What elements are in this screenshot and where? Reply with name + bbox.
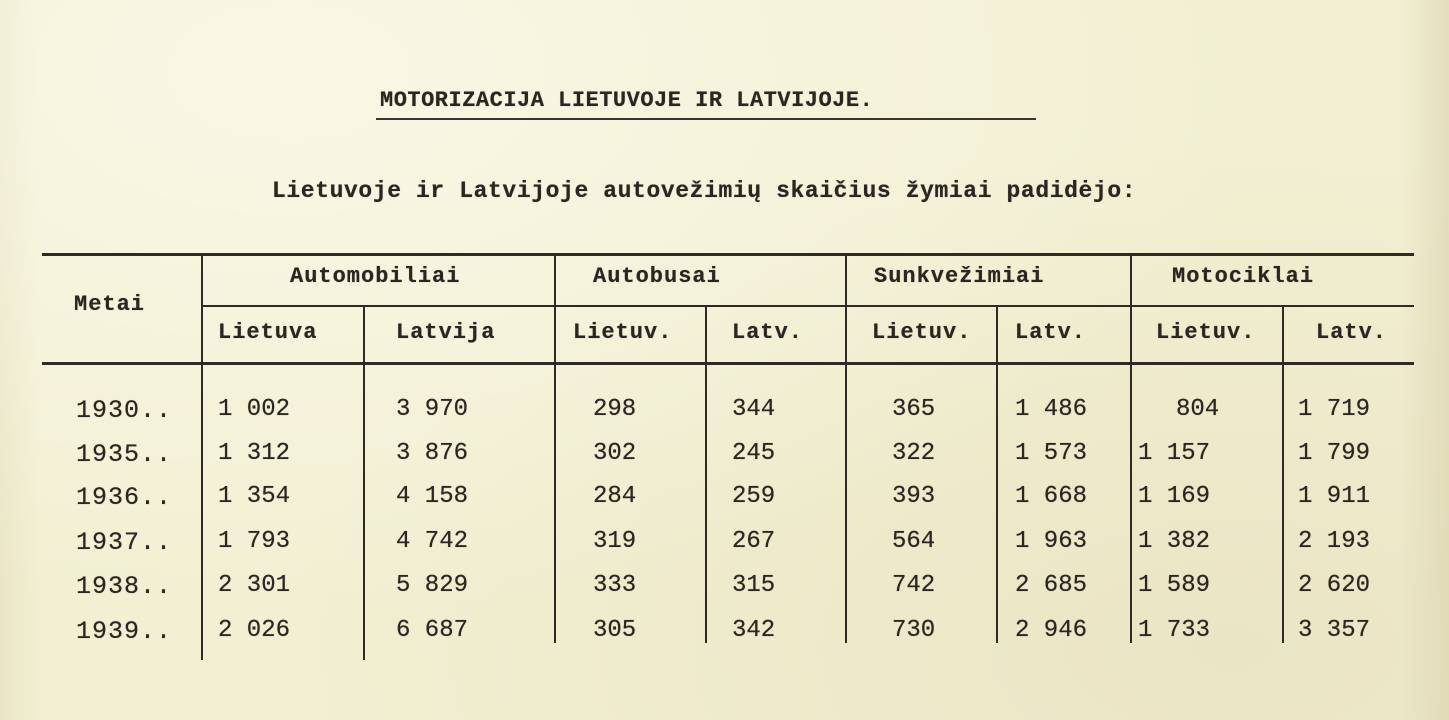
table-divider-sub-4 — [1282, 306, 1284, 643]
table-cell: 1 573 — [1015, 440, 1088, 467]
subheader-buses-lithuania: Lietuv. — [573, 320, 673, 345]
document-title: MOTORIZACIJA LIETUVOJE IR LATVIJOJE. — [380, 88, 874, 113]
table-cell: 2 685 — [1015, 572, 1088, 599]
table-divider-sub-1 — [363, 306, 365, 660]
row-year: 1935.. — [76, 440, 173, 469]
header-group-buses: Autobusai — [593, 264, 721, 289]
table-cell: 1 354 — [218, 483, 291, 510]
table-cell: 5 829 — [396, 572, 469, 599]
header-group-trucks: Sunkvežimiai — [874, 264, 1045, 289]
table-top-rule — [42, 253, 1414, 256]
table-cell: 259 — [732, 483, 776, 510]
table-cell: 1 589 — [1138, 572, 1211, 599]
header-year: Metai — [74, 292, 146, 317]
row-year: 1938.. — [76, 572, 173, 601]
table-divider-sub-3 — [996, 306, 998, 643]
subheader-trucks-lithuania: Lietuv. — [872, 320, 972, 345]
subheader-buses-latvia: Latv. — [732, 320, 804, 345]
table-cell: 2 301 — [218, 572, 291, 599]
table-group-rule — [203, 305, 1414, 307]
document-subtitle: Lietuvoje ir Latvijoje autovežimių skaičius žymiai padidėjo: — [272, 178, 1137, 204]
table-cell: 4 158 — [396, 483, 469, 510]
table-cell: 4 742 — [396, 528, 469, 555]
header-group-motorcycles: Motociklai — [1172, 264, 1315, 289]
table-cell: 2 193 — [1298, 528, 1371, 555]
table-cell: 2 026 — [218, 617, 291, 644]
table-header-bottom-rule — [42, 362, 1414, 365]
table-cell: 298 — [593, 396, 637, 423]
table-cell: 1 719 — [1298, 396, 1371, 423]
table-cell: 1 911 — [1298, 483, 1371, 510]
table-cell: 3 876 — [396, 440, 469, 467]
table-cell: 393 — [892, 483, 936, 510]
table-cell: 564 — [892, 528, 936, 555]
table-cell: 6 687 — [396, 617, 469, 644]
subheader-cars-lithuania: Lietuva — [218, 320, 318, 345]
table-cell: 333 — [593, 572, 637, 599]
row-year: 1939.. — [76, 617, 173, 646]
header-group-cars: Automobiliai — [290, 264, 461, 289]
table-cell: 305 — [593, 617, 637, 644]
table-divider-group-3 — [1130, 255, 1132, 643]
table-cell: 319 — [593, 528, 637, 555]
table-cell: 1 169 — [1138, 483, 1211, 510]
table-cell: 284 — [593, 483, 637, 510]
table-cell: 1 486 — [1015, 396, 1088, 423]
table-cell: 3 357 — [1298, 617, 1371, 644]
table-divider-year — [201, 255, 203, 660]
table-cell: 1 668 — [1015, 483, 1088, 510]
table-cell: 2 620 — [1298, 572, 1371, 599]
table-cell: 804 — [1176, 396, 1220, 423]
table-cell: 730 — [892, 617, 936, 644]
table-cell: 1 733 — [1138, 617, 1211, 644]
table-cell: 1 157 — [1138, 440, 1211, 467]
table-cell: 3 970 — [396, 396, 469, 423]
table-cell: 2 946 — [1015, 617, 1088, 644]
table-divider-group-1 — [554, 255, 556, 643]
table-cell: 342 — [732, 617, 776, 644]
table-cell: 365 — [892, 396, 936, 423]
table-cell: 245 — [732, 440, 776, 467]
table-cell: 322 — [892, 440, 936, 467]
table-cell: 1 382 — [1138, 528, 1211, 555]
table-cell: 1 799 — [1298, 440, 1371, 467]
table-cell: 267 — [732, 528, 776, 555]
title-underline — [376, 118, 1036, 120]
row-year: 1930.. — [76, 396, 173, 425]
table-divider-sub-2 — [705, 306, 707, 643]
table-cell: 742 — [892, 572, 936, 599]
table-cell: 1 963 — [1015, 528, 1088, 555]
table-cell: 344 — [732, 396, 776, 423]
subheader-cars-latvia: Latvija — [396, 320, 496, 345]
table-divider-group-2 — [845, 255, 847, 643]
table-cell: 1 002 — [218, 396, 291, 423]
row-year: 1937.. — [76, 528, 173, 557]
table-cell: 315 — [732, 572, 776, 599]
table-cell: 1 793 — [218, 528, 291, 555]
row-year: 1936.. — [76, 483, 173, 512]
table-cell: 1 312 — [218, 440, 291, 467]
table-cell: 302 — [593, 440, 637, 467]
subheader-motorcycles-lithuania: Lietuv. — [1156, 320, 1256, 345]
subheader-motorcycles-latvia: Latv. — [1316, 320, 1388, 345]
subheader-trucks-latvia: Latv. — [1015, 320, 1087, 345]
